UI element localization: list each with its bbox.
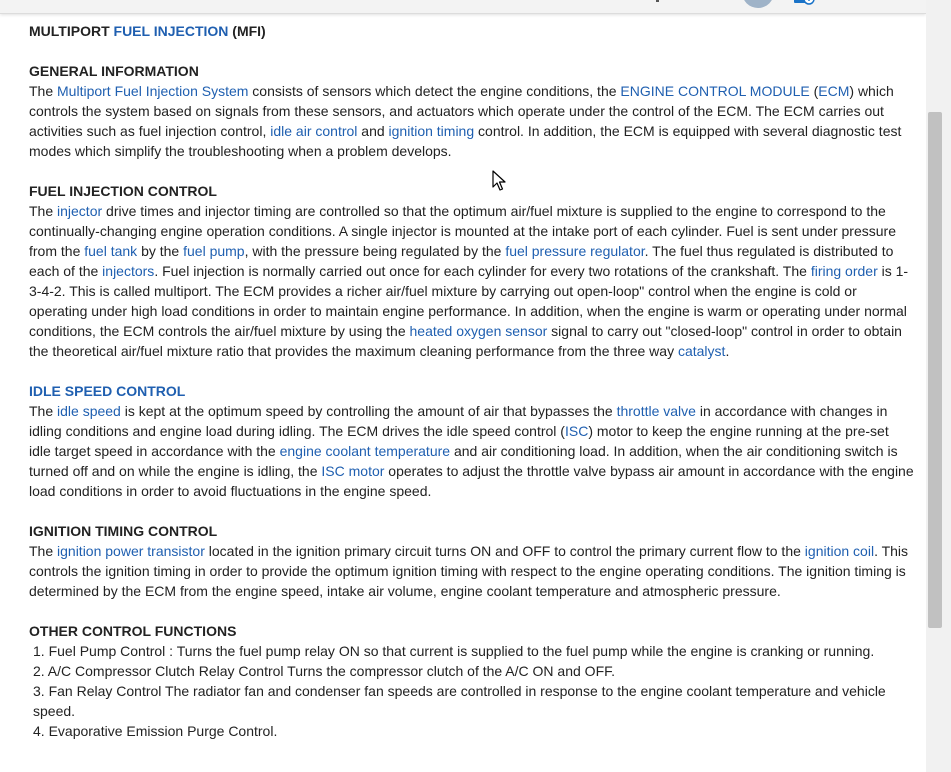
fuel-pump-link[interactable]: fuel pump — [183, 243, 245, 259]
fuel-injection-control-heading: FUEL INJECTION CONTROL — [29, 183, 217, 199]
mouse-pointer-icon — [492, 170, 506, 192]
other-control-functions-list — [29, 641, 914, 741]
text-run: . This controls the ignition timing in order to provide the optimum ignition timing with respect to the engine operating conditions. The ignition timing is determined by the ECM from the engine speed, intake air volume, engine coolant temperature and atmospheric pressure. — [29, 543, 909, 599]
idle-air-control-link[interactable]: idle air control — [270, 123, 358, 139]
other-control-functions-section — [29, 621, 914, 741]
document-icon[interactable] — [793, 0, 815, 5]
text-run: ( — [809, 83, 819, 99]
text-run: signal to carry out "closed-loop" control in order to obtain the theoretical air/fuel mixture ratio that provides the maximum cleaning performance from the three way — [29, 323, 902, 359]
text-run: control. In addition, the ECM is equipped with several diagnostic test modes which simplify the troubleshooting when a problem develops. — [29, 123, 902, 159]
ignition-timing-control-section — [29, 521, 914, 601]
text-run: and — [357, 123, 389, 139]
fuel-pressure-regulator-link[interactable]: fuel pressure regulator — [505, 243, 645, 259]
text-run: ) motor to keep the engine running at the pre-set idle target speed in accordance with the — [29, 423, 889, 459]
text-run: . The fuel thus regulated is distributed to each of the — [29, 243, 894, 279]
fuel-injection-control-section — [29, 181, 914, 361]
title-suffix: (MFI) — [228, 23, 266, 39]
text-run: is kept at the optimum speed by controlling the amount of air that bypasses the — [120, 403, 617, 419]
text-run: The — [29, 203, 58, 219]
page-title — [29, 21, 914, 41]
throttle-valve-link[interactable]: throttle valve — [616, 403, 696, 419]
article-content — [29, 21, 914, 741]
text-run: . Fuel injection is normally carried out once for each cylinder for every two rotations of the crankshaft. The — [154, 263, 811, 279]
engine-coolant-temperature-link[interactable]: engine coolant temperature — [279, 443, 451, 459]
list-item: 1. Fuel Pump Control : Turns the fuel pump relay ON so that current is supplied to the fuel pump while the engine is cranking or running. — [33, 643, 875, 659]
engine-control-module-link[interactable]: ENGINE CONTROL MODULE — [620, 83, 810, 99]
ecm-link[interactable]: ECM — [818, 83, 850, 99]
text-run: The — [29, 83, 58, 99]
ignition-timing-control-paragraph — [29, 541, 914, 601]
other-control-functions-heading: OTHER CONTROL FUNCTIONS — [29, 623, 237, 639]
fuel-injection-control-paragraph — [29, 201, 914, 361]
text-run: located in the ignition primary circuit turns ON and OFF to control the primary current flow to the — [204, 543, 805, 559]
isc-link[interactable]: ISC — [564, 423, 589, 439]
general-information-heading: GENERAL INFORMATION — [29, 63, 199, 79]
text-run: The — [29, 403, 58, 419]
text-run: by the — [137, 243, 184, 259]
text-run: ) which controls the system based on signals from these sensors, and actuators which operate under the control of the ECM. The ECM carries out activities such as fuel injection control, — [29, 83, 894, 139]
text-run: drive times and injector timing are controlled so that the optimum air/fuel mixture is supplied to the engine to correspond to the continually-changing engine operation conditions. A single injector is mounted at the intake port of each cylinder. Fuel is sent under pressure from the — [29, 203, 896, 259]
multiport-fuel-injection-system-link[interactable]: Multiport Fuel Injection System — [57, 83, 249, 99]
general-information-paragraph — [29, 81, 914, 161]
top-toolbar — [0, 0, 926, 14]
list-item: 3. Fan Relay Control The radiator fan and condenser fan speeds are controlled in response to the engine coolant temperature and vehicle speed. — [33, 683, 886, 719]
document-icon-svg — [793, 0, 815, 5]
list-item: 4. Evaporative Emission Purge Control. — [33, 723, 278, 739]
idle-speed-link[interactable]: idle speed — [57, 403, 121, 419]
catalyst-link[interactable]: catalyst — [677, 343, 726, 359]
text-run: The — [29, 543, 58, 559]
idle-speed-control-heading-link[interactable]: IDLE SPEED CONTROL — [29, 383, 186, 399]
title-prefix: MULTIPORT — [29, 23, 114, 39]
fuel-tank-link[interactable]: fuel tank — [84, 243, 138, 259]
ignition-timing-control-heading: IGNITION TIMING CONTROL — [29, 523, 218, 539]
text-run: and air conditioning load. In addition, when the air conditioning switch is turned off and on while the engine is idling, the — [29, 443, 898, 479]
text-run: in accordance with changes in idling conditions and engine load during idling. The ECM drives the idle speed control ( — [29, 403, 888, 439]
idle-speed-control-paragraph — [29, 401, 914, 501]
injectors-link[interactable]: injectors — [102, 263, 155, 279]
text-run: consists of sensors which detect the engine conditions, the — [248, 83, 621, 99]
text-run: is 1-3-4-2. This is called multiport. The ECM provides a richer air/fuel mixture by carrying out open-loop" control when the engine is cold or operating under high load conditions in order to maintain engine performance. In addition, when the engine is warm or operating under normal conditions, the ECM controls the air/fuel mixture by using the — [29, 263, 909, 339]
firing-order-link[interactable]: firing order — [810, 263, 878, 279]
injector-link[interactable]: injector — [57, 203, 103, 219]
ignition-power-transistor-link[interactable]: ignition power transistor — [57, 543, 205, 559]
text-run: , with the pressure being regulated by the — [244, 243, 506, 259]
idle-speed-control-section — [29, 381, 914, 501]
ignition-coil-link[interactable]: ignition coil — [804, 543, 875, 559]
fuel-injection-title-link[interactable]: FUEL INJECTION — [113, 23, 229, 39]
scrollbar-thumb[interactable] — [928, 112, 942, 628]
isc-motor-link[interactable]: ISC motor — [321, 463, 385, 479]
general-information-section — [29, 61, 914, 161]
text-run: operates to adjust the throttle valve bypass air amount in accordance with the engine load conditions in order to avoid fluctuations in the engine speed. — [29, 463, 914, 499]
heated-oxygen-sensor-link[interactable]: heated oxygen sensor — [409, 323, 548, 339]
ignition-timing-link[interactable]: ignition timing — [388, 123, 475, 139]
toolbar-divider — [656, 0, 659, 2]
text-run: . — [725, 343, 730, 359]
user-avatar[interactable] — [742, 0, 774, 8]
list-item: 2. A/C Compressor Clutch Relay Control Turns the compressor clutch of the A/C ON and OFF. — [33, 663, 616, 679]
